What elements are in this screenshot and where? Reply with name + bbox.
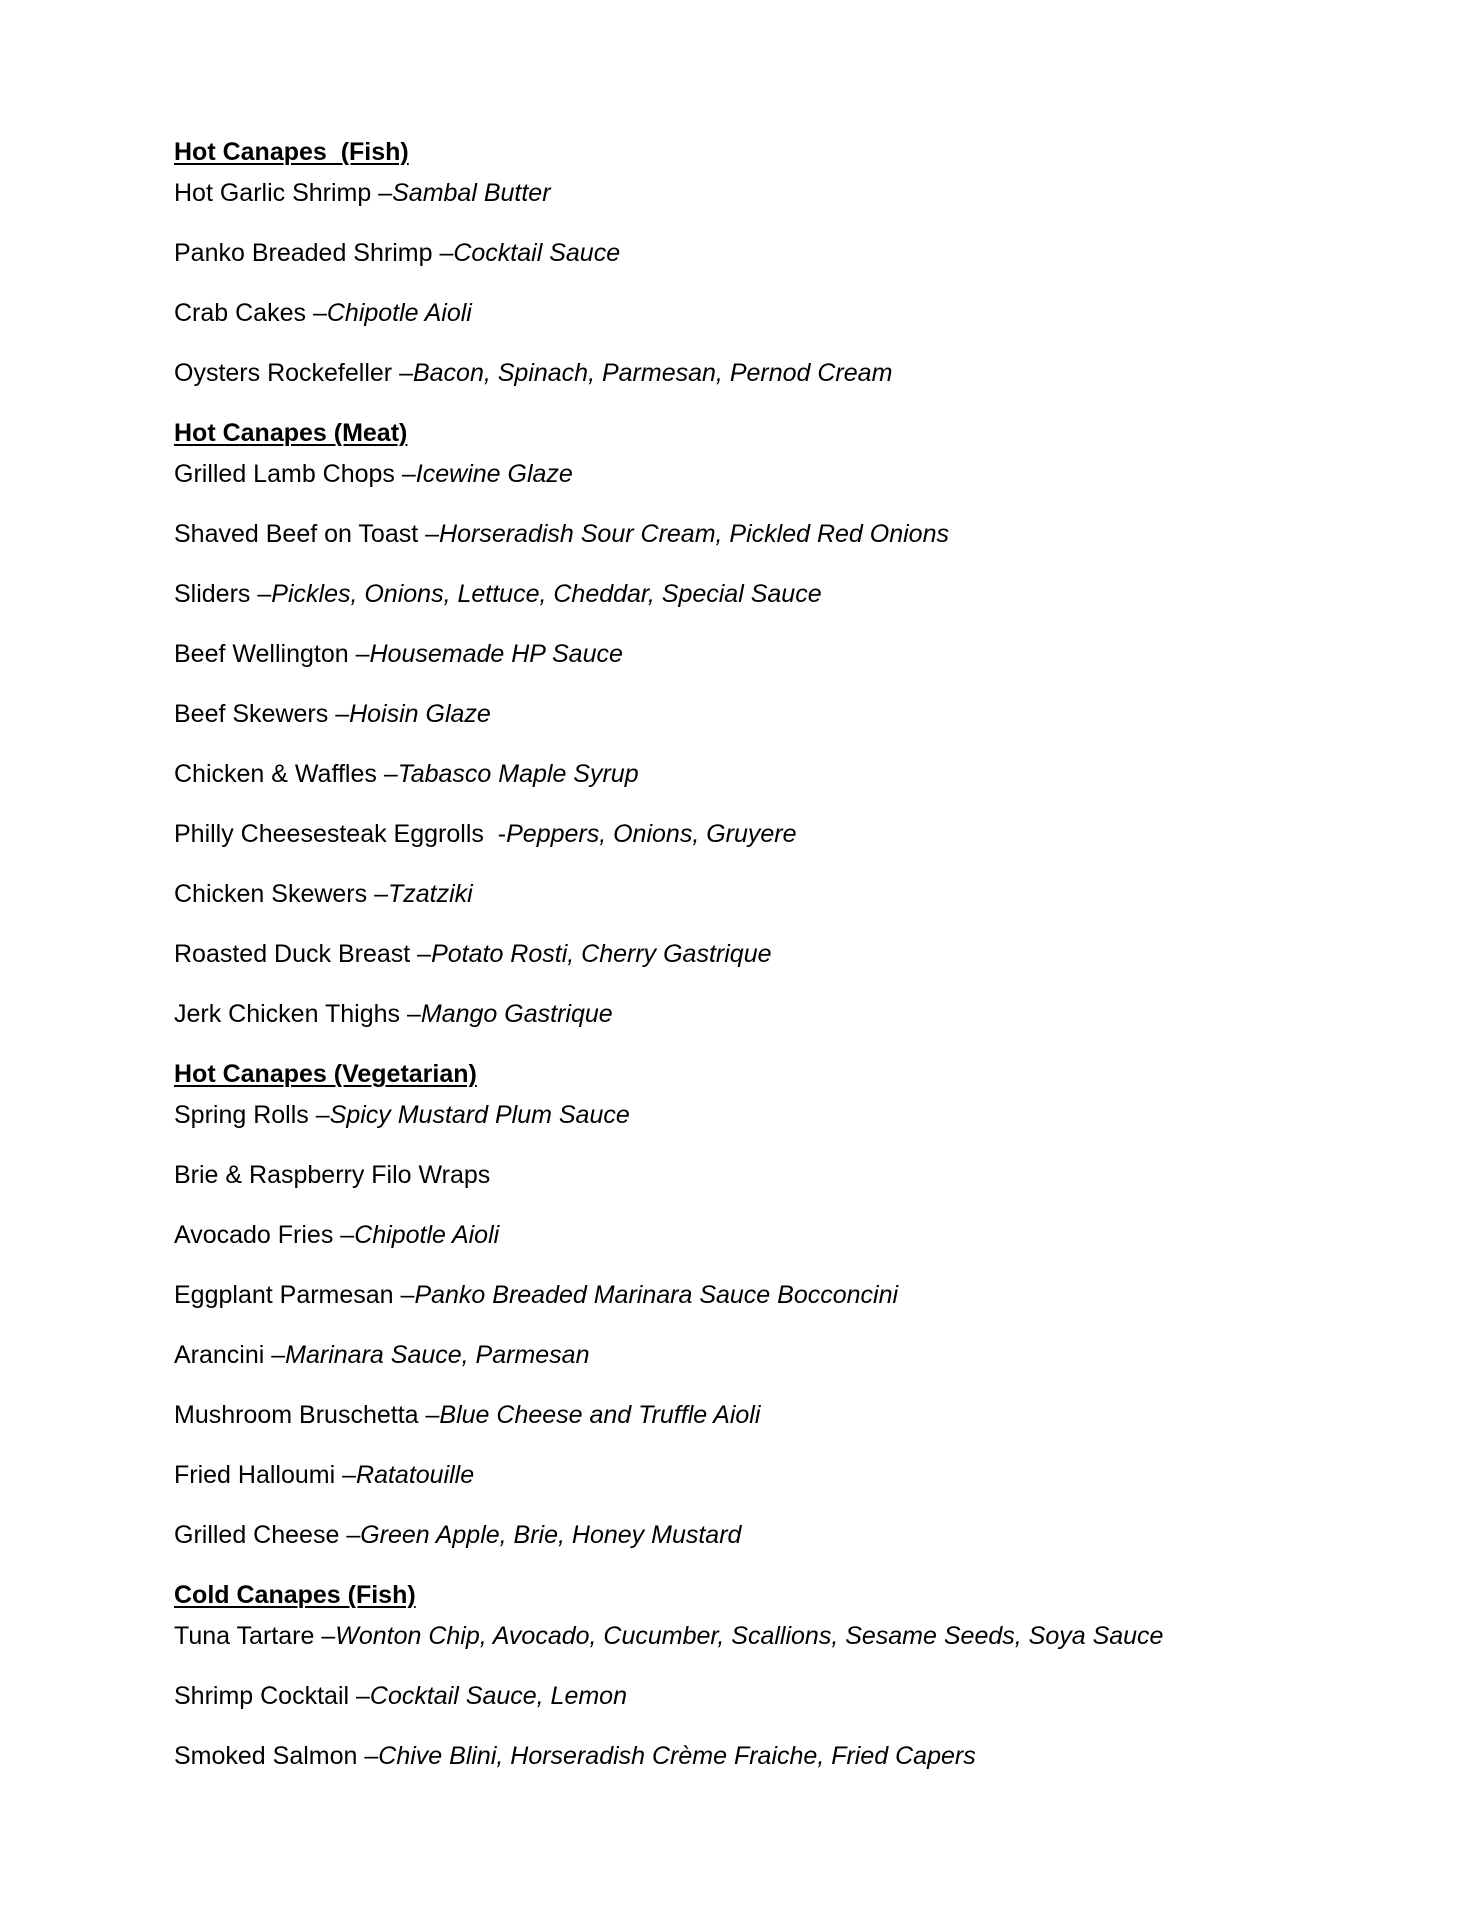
item-name: Spring Rolls bbox=[174, 1101, 316, 1129]
section-title-cold-fish: Cold Canapes (Fish) bbox=[174, 1581, 416, 1609]
menu-item bbox=[174, 1681, 1374, 1711]
item-name: Sliders bbox=[174, 580, 258, 608]
item-name: Philly Cheesesteak Eggrolls bbox=[174, 820, 498, 848]
item-separator: – bbox=[401, 460, 416, 488]
item-name: Roasted Duck Breast bbox=[174, 940, 418, 968]
item-name: Smoked Salmon bbox=[174, 1742, 365, 1770]
item-description: Bacon, Spinach, Parmesan, Pernod Cream bbox=[412, 359, 893, 387]
item-separator: – bbox=[340, 1221, 355, 1249]
item-separator: – bbox=[439, 239, 454, 267]
item-name: Crab Cakes bbox=[174, 299, 313, 327]
menu-item bbox=[174, 298, 1374, 328]
item-separator: – bbox=[417, 940, 432, 968]
item-description: Peppers, Onions, Gruyere bbox=[506, 820, 797, 848]
item-separator: - bbox=[497, 820, 507, 848]
item-description: Chipotle Aioli bbox=[354, 1221, 500, 1249]
item-separator: – bbox=[425, 1401, 440, 1429]
menu-item bbox=[174, 519, 1374, 549]
menu-item bbox=[174, 238, 1374, 268]
menu-item bbox=[174, 1280, 1374, 1310]
item-name: Arancini bbox=[174, 1341, 272, 1369]
item-separator: – bbox=[400, 1281, 415, 1309]
menu-item bbox=[174, 1520, 1374, 1550]
item-description: Panko Breaded Marinara Sauce Bocconcini bbox=[414, 1281, 899, 1309]
item-name: Fried Halloumi bbox=[174, 1461, 343, 1489]
menu-item bbox=[174, 819, 1374, 849]
item-description: Mango Gastrique bbox=[420, 1000, 613, 1028]
item-name: Chicken Skewers bbox=[174, 880, 375, 908]
menu-item bbox=[174, 699, 1374, 729]
menu-document bbox=[174, 137, 1374, 1771]
item-description: Green Apple, Brie, Honey Mustard bbox=[360, 1521, 742, 1549]
menu-item bbox=[174, 1400, 1374, 1430]
item-description: Housemade HP Sauce bbox=[369, 640, 623, 668]
menu-item bbox=[174, 1100, 1374, 1130]
item-description: Icewine Glaze bbox=[415, 460, 573, 488]
item-separator: – bbox=[342, 1461, 357, 1489]
item-description: Sambal Butter bbox=[392, 179, 551, 207]
item-name: Grilled Cheese bbox=[174, 1521, 347, 1549]
item-description: Horseradish Sour Cream, Pickled Red Onions bbox=[439, 520, 949, 548]
item-name: Mushroom Bruschetta bbox=[174, 1401, 426, 1429]
menu-item bbox=[174, 1741, 1374, 1771]
item-name: Panko Breaded Shrimp bbox=[174, 239, 440, 267]
item-separator: – bbox=[355, 640, 370, 668]
item-separator: – bbox=[399, 359, 413, 387]
menu-item bbox=[174, 999, 1374, 1029]
item-name: Beef Skewers bbox=[174, 700, 336, 728]
item-description: Blue Cheese and Truffle Aioli bbox=[439, 1401, 761, 1429]
menu-item bbox=[174, 879, 1374, 909]
menu-item bbox=[174, 759, 1374, 789]
menu-item bbox=[174, 1220, 1374, 1250]
item-separator: – bbox=[335, 700, 350, 728]
item-description: Potato Rosti, Cherry Gastrique bbox=[431, 940, 772, 968]
item-separator: – bbox=[406, 1000, 421, 1028]
item-separator: – bbox=[356, 1682, 370, 1710]
item-name: Grilled Lamb Chops bbox=[174, 460, 402, 488]
item-description: Spicy Mustard Plum Sauce bbox=[329, 1101, 630, 1129]
item-description: Cocktail Sauce, Lemon bbox=[369, 1682, 627, 1710]
item-separator: – bbox=[364, 1742, 379, 1770]
item-description: Ratatouille bbox=[356, 1461, 475, 1489]
section-title-hot-fish: Hot Canapes (Fish) bbox=[174, 138, 409, 166]
section-title-hot-meat: Hot Canapes (Meat) bbox=[174, 419, 408, 447]
item-name: Avocado Fries bbox=[174, 1221, 341, 1249]
item-name: Oysters Rockefeller bbox=[174, 359, 400, 387]
item-description: Chipotle Aioli bbox=[326, 299, 472, 327]
item-name: Eggplant Parmesan bbox=[174, 1281, 401, 1309]
item-name: Brie & Raspberry Filo Wraps bbox=[174, 1161, 491, 1189]
item-name: Chicken & Waffles bbox=[174, 760, 384, 788]
item-description: Tabasco Maple Syrup bbox=[397, 760, 639, 788]
menu-item bbox=[174, 1460, 1374, 1490]
item-name: Shaved Beef on Toast bbox=[174, 520, 426, 548]
item-description: Tzatziki bbox=[387, 880, 473, 908]
item-description: Hoisin Glaze bbox=[349, 700, 491, 728]
item-separator: – bbox=[321, 1622, 336, 1650]
menu-item bbox=[174, 178, 1374, 208]
item-separator: – bbox=[374, 880, 388, 908]
item-name: Hot Garlic Shrimp bbox=[174, 179, 379, 207]
item-description: Chive Blini, Horseradish Crème Fraiche, Fried Capers bbox=[378, 1742, 976, 1770]
item-separator: – bbox=[346, 1521, 361, 1549]
item-separator: – bbox=[315, 1101, 330, 1129]
item-separator: – bbox=[378, 179, 393, 207]
menu-item bbox=[174, 1621, 1374, 1651]
menu-item bbox=[174, 358, 1374, 388]
menu-item bbox=[174, 459, 1374, 489]
item-separator: – bbox=[383, 760, 398, 788]
item-separator: – bbox=[312, 299, 327, 327]
menu-item bbox=[174, 1340, 1374, 1370]
item-name: Shrimp Cocktail bbox=[174, 1682, 356, 1710]
menu-item bbox=[174, 579, 1374, 609]
item-name: Jerk Chicken Thighs bbox=[174, 1000, 407, 1028]
menu-item bbox=[174, 639, 1374, 669]
item-name: Beef Wellington bbox=[174, 640, 356, 668]
menu-item bbox=[174, 1160, 1374, 1190]
item-separator: – bbox=[271, 1341, 286, 1369]
section-title-hot-vegetarian: Hot Canapes (Vegetarian) bbox=[174, 1060, 477, 1088]
item-description: Wonton Chip, Avocado, Cucumber, Scallions, Sesame Seeds, Soya Sauce bbox=[335, 1622, 1164, 1650]
item-description: Cocktail Sauce bbox=[453, 239, 621, 267]
menu-item bbox=[174, 939, 1374, 969]
item-separator: – bbox=[425, 520, 440, 548]
item-name: Tuna Tartare bbox=[174, 1622, 322, 1650]
item-description: Marinara Sauce, Parmesan bbox=[285, 1341, 590, 1369]
item-description: Pickles, Onions, Lettuce, Cheddar, Special Sauce bbox=[271, 580, 822, 608]
item-separator: – bbox=[257, 580, 272, 608]
